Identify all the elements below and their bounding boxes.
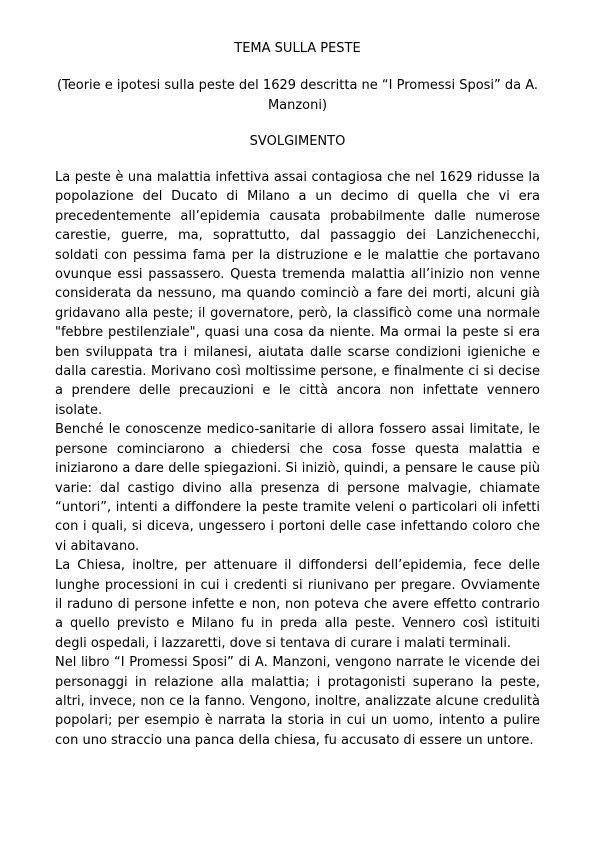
essay-body [55, 168, 540, 750]
document-subtitle: (Teorie e ipotesi sulla peste del 1629 descritta ne “I Promessi Sposi” da A. Manzoni) [56, 78, 539, 113]
paragraph-3: La Chiesa, inoltre, per attenuare il diffondersi dell’epidemia, fece delle lunghe processioni in cui i credenti si riunivano per pregare. Ovviamente il raduno di persone infette e non, non poteva che avere effetto contrario a quello previsto e Milano fu in preda alla peste. Vennero così istituiti degli ospedali, i lazzaretti, dove si tentava di curare i malati terminali. [55, 558, 540, 651]
document-title: TEMA SULLA PESTE [234, 41, 361, 56]
paragraph-4: Nel libro “I Promessi Sposi” di A. Manzoni, vengono narrate le vicende dei personaggi in relazione alla malattia; i protagonisti superano la peste, altri, invece, non ce la fanno. Vengono, inoltre, analizzate alcune credulità popolari; per esempio è narrata la storia in cui un uomo, intento a pulire con uno straccio una panca della chiesa, fu accusato di essere un untore. [55, 655, 540, 748]
paragraph-2: Benché le conoscenze medico-sanitarie di allora fossero assai limitate, le persone cominciarono a chiedersi che cosa fosse questa malattia e iniziarono a dare delle spiegazioni. Si iniziò, quindi, a pensare le cause più varie: dal castigo divino alla presenza di persone malvagie, chiamate “untori”, intenti a diffondere la peste tramite veleni o particolari oli infetti con i quali, si diceva, ungessero i portoni delle case infettando coloro che vi abitavano. [55, 422, 540, 554]
section-heading: SVOLGIMENTO [249, 134, 346, 149]
paragraph-1: La peste è una malattia infettiva assai contagiosa che nel 1629 ridusse la popolazione del Ducato di Milano a un decimo di quella che vi era precedentemente all’epidemia causata probabilmente dalle numerose carestie, guerre, ma, soprattutto, dal passaggio dei Lanzichenecchi, soldati con pessima fama per la distruzione e le malattie che portavano ovunque essi passassero. Questa tremenda malattia all’inizio non venne considerata da nessuno, ma quando cominciò a fare dei morti, alcuni già gridavano alla peste; il governatore, però, la classificò come una normale "febbre pestilenziale", quasi una cosa da niente. Ma ormai la peste si era ben sviluppata tra i milanesi, aiutata dalle scarse condizioni igieniche e dalla carestia. Morivano così moltissime persone, e finalmente ci si decise a prendere delle precauzioni e le città ancora non infettate vennero isolate. [55, 170, 540, 418]
